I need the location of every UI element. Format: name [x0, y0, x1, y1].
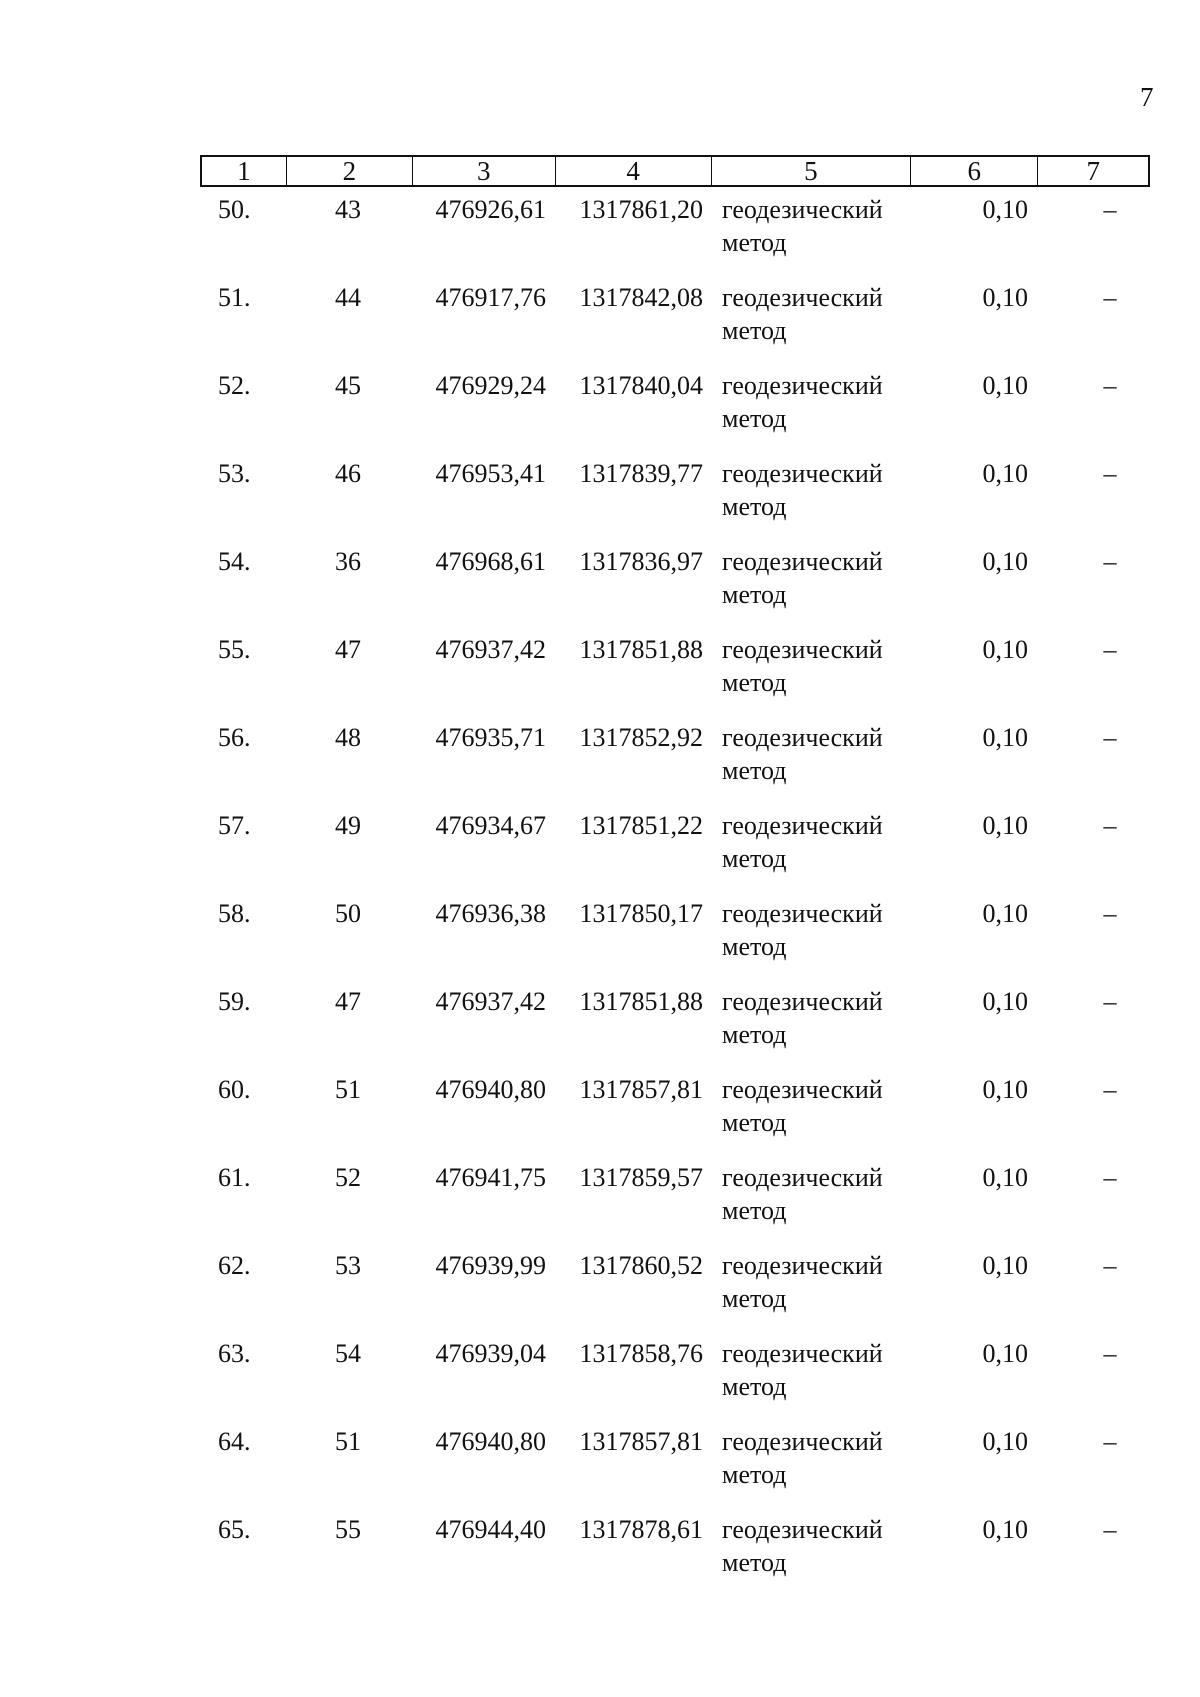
coordinate-x: 476926,61 [435, 195, 546, 224]
method-line-1: геодезический [722, 635, 883, 664]
coordinate-y: 1317857,81 [579, 1427, 703, 1456]
note-value: – [1103, 195, 1117, 224]
note-value: – [1103, 987, 1117, 1016]
table-row [200, 1513, 1150, 1601]
row-number: 63. [218, 1339, 251, 1368]
point-number: 53 [335, 1251, 361, 1280]
coordinate-x: 476939,99 [435, 1251, 546, 1280]
method-line-2: метод [722, 228, 787, 257]
table-row [200, 1249, 1150, 1337]
table-row [200, 721, 1150, 809]
table-row [200, 633, 1150, 721]
coordinate-x: 476940,80 [435, 1075, 546, 1104]
accuracy-value: 0,10 [982, 283, 1028, 312]
note-value: – [1103, 1251, 1117, 1280]
row-number: 61. [218, 1163, 251, 1192]
table-row [200, 1337, 1150, 1425]
accuracy-value: 0,10 [982, 1427, 1028, 1456]
method-line-1: геодезический [722, 987, 883, 1016]
point-number: 52 [335, 1163, 361, 1192]
method-line-2: метод [722, 668, 787, 697]
row-number: 60. [218, 1075, 251, 1104]
accuracy-value: 0,10 [982, 1251, 1028, 1280]
point-number: 51 [335, 1427, 361, 1456]
table-row [200, 369, 1150, 457]
accuracy-value: 0,10 [982, 1515, 1028, 1544]
accuracy-value: 0,10 [982, 547, 1028, 576]
method-cell [722, 1513, 932, 1579]
note-value: – [1103, 635, 1117, 664]
coordinate-y: 1317858,76 [579, 1339, 703, 1368]
point-number: 51 [335, 1075, 361, 1104]
method-cell [722, 1425, 932, 1491]
method-line-2: метод [722, 404, 787, 433]
note-value: – [1103, 1163, 1117, 1192]
row-number: 55. [218, 635, 251, 664]
point-number: 48 [335, 723, 361, 752]
row-number: 62. [218, 1251, 251, 1280]
coordinate-y: 1317836,97 [579, 547, 703, 576]
coordinate-y: 1317859,57 [579, 1163, 703, 1192]
column-header-2: 2 [287, 157, 413, 185]
method-cell [722, 457, 932, 523]
accuracy-value: 0,10 [982, 811, 1028, 840]
point-number: 36 [335, 547, 361, 576]
coordinate-y: 1317851,88 [579, 635, 703, 664]
coordinate-x: 476929,24 [435, 371, 546, 400]
table-row [200, 985, 1150, 1073]
table-row [200, 545, 1150, 633]
coordinate-x: 476917,76 [435, 283, 546, 312]
accuracy-value: 0,10 [982, 987, 1028, 1016]
method-line-1: геодезический [722, 1251, 883, 1280]
method-line-1: геодезический [722, 1075, 883, 1104]
coordinate-y: 1317852,92 [579, 723, 703, 752]
coordinate-x: 476935,71 [435, 723, 546, 752]
coordinate-x: 476934,67 [435, 811, 546, 840]
coordinate-x: 476936,38 [435, 899, 546, 928]
coordinate-y: 1317839,77 [579, 459, 703, 488]
method-line-1: геодезический [722, 1163, 883, 1192]
method-cell [722, 1161, 932, 1227]
row-number: 56. [218, 723, 251, 752]
point-number: 44 [335, 283, 361, 312]
column-header-3: 3 [413, 157, 555, 185]
coordinate-x: 476940,80 [435, 1427, 546, 1456]
row-number: 51. [218, 283, 251, 312]
coordinate-y: 1317857,81 [579, 1075, 703, 1104]
note-value: – [1103, 811, 1117, 840]
note-value: – [1103, 1339, 1117, 1368]
point-number: 55 [335, 1515, 361, 1544]
table-row [200, 809, 1150, 897]
method-line-2: метод [722, 1372, 787, 1401]
coordinate-x: 476937,42 [435, 635, 546, 664]
table-row [200, 1073, 1150, 1161]
accuracy-value: 0,10 [982, 635, 1028, 664]
table-header-row [200, 155, 1150, 187]
method-line-1: геодезический [722, 1427, 883, 1456]
column-header-5: 5 [712, 157, 911, 185]
accuracy-value: 0,10 [982, 371, 1028, 400]
accuracy-value: 0,10 [982, 1075, 1028, 1104]
method-line-2: метод [722, 316, 787, 345]
row-number: 54. [218, 547, 251, 576]
coordinate-x: 476953,41 [435, 459, 546, 488]
row-number: 57. [218, 811, 251, 840]
method-line-1: геодезический [722, 899, 883, 928]
method-cell [722, 985, 932, 1051]
note-value: – [1103, 723, 1117, 752]
point-number: 50 [335, 899, 361, 928]
point-number: 45 [335, 371, 361, 400]
table-row [200, 457, 1150, 545]
point-number: 49 [335, 811, 361, 840]
coordinate-y: 1317851,88 [579, 987, 703, 1016]
method-cell [722, 721, 932, 787]
row-number: 50. [218, 195, 251, 224]
coordinate-y: 1317840,04 [579, 371, 703, 400]
coordinate-y: 1317861,20 [579, 195, 703, 224]
accuracy-value: 0,10 [982, 1339, 1028, 1368]
method-line-2: метод [722, 492, 787, 521]
method-line-1: геодезический [722, 195, 883, 224]
method-line-1: геодезический [722, 1339, 883, 1368]
method-line-1: геодезический [722, 283, 883, 312]
row-number: 53. [218, 459, 251, 488]
table-row [200, 897, 1150, 985]
method-line-2: метод [722, 1548, 787, 1577]
note-value: – [1103, 1075, 1117, 1104]
coordinate-x: 476939,04 [435, 1339, 546, 1368]
note-value: – [1103, 899, 1117, 928]
note-value: – [1103, 1515, 1117, 1544]
accuracy-value: 0,10 [982, 899, 1028, 928]
column-header-7: 7 [1086, 156, 1100, 186]
point-number: 47 [335, 987, 361, 1016]
coordinates-table [200, 155, 1150, 1577]
method-line-1: геодезический [722, 371, 883, 400]
note-value: – [1103, 459, 1117, 488]
method-line-2: метод [722, 1284, 787, 1313]
method-line-2: метод [722, 844, 787, 873]
method-line-1: геодезический [722, 811, 883, 840]
accuracy-value: 0,10 [982, 1163, 1028, 1192]
accuracy-value: 0,10 [982, 723, 1028, 752]
method-cell [722, 281, 932, 347]
method-line-2: метод [722, 1460, 787, 1489]
method-cell [722, 809, 932, 875]
method-cell [722, 1337, 932, 1403]
note-value: – [1103, 283, 1117, 312]
method-line-2: метод [722, 1108, 787, 1137]
table-row [200, 1161, 1150, 1249]
coordinate-y: 1317878,61 [579, 1515, 703, 1544]
point-number: 54 [335, 1339, 361, 1368]
method-cell [722, 1249, 932, 1315]
row-number: 52. [218, 371, 251, 400]
method-line-1: геодезический [722, 723, 883, 752]
method-cell [722, 633, 932, 699]
method-line-2: метод [722, 1196, 787, 1225]
method-line-2: метод [722, 932, 787, 961]
coordinate-y: 1317842,08 [579, 283, 703, 312]
point-number: 47 [335, 635, 361, 664]
coordinate-y: 1317851,22 [579, 811, 703, 840]
table-row [200, 193, 1150, 281]
point-number: 46 [335, 459, 361, 488]
coordinate-x: 476944,40 [435, 1515, 546, 1544]
table-row [200, 281, 1150, 369]
method-cell [722, 897, 932, 963]
coordinate-y: 1317850,17 [579, 899, 703, 928]
method-cell [722, 545, 932, 611]
point-number: 43 [335, 195, 361, 224]
method-cell [722, 1073, 932, 1139]
coordinate-y: 1317860,52 [579, 1251, 703, 1280]
note-value: – [1103, 1427, 1117, 1456]
method-line-2: метод [722, 1020, 787, 1049]
table-row [200, 1425, 1150, 1513]
method-line-2: метод [722, 580, 787, 609]
accuracy-value: 0,10 [982, 459, 1028, 488]
method-cell [722, 369, 932, 435]
page-number: 7 [1140, 82, 1154, 112]
coordinate-x: 476937,42 [435, 987, 546, 1016]
column-header-1: 1 [202, 157, 287, 185]
coordinate-x: 476941,75 [435, 1163, 546, 1192]
note-value: – [1103, 371, 1117, 400]
method-line-2: метод [722, 756, 787, 785]
method-cell [722, 193, 932, 259]
column-header-4: 4 [556, 157, 712, 185]
row-number: 64. [218, 1427, 251, 1456]
row-number: 59. [218, 987, 251, 1016]
method-line-1: геодезический [722, 547, 883, 576]
method-line-1: геодезический [722, 1515, 883, 1544]
row-number: 65. [218, 1515, 251, 1544]
method-line-1: геодезический [722, 459, 883, 488]
coordinate-x: 476968,61 [435, 547, 546, 576]
row-number: 58. [218, 899, 251, 928]
column-header-6: 6 [911, 157, 1038, 185]
note-value: – [1103, 547, 1117, 576]
accuracy-value: 0,10 [982, 195, 1028, 224]
